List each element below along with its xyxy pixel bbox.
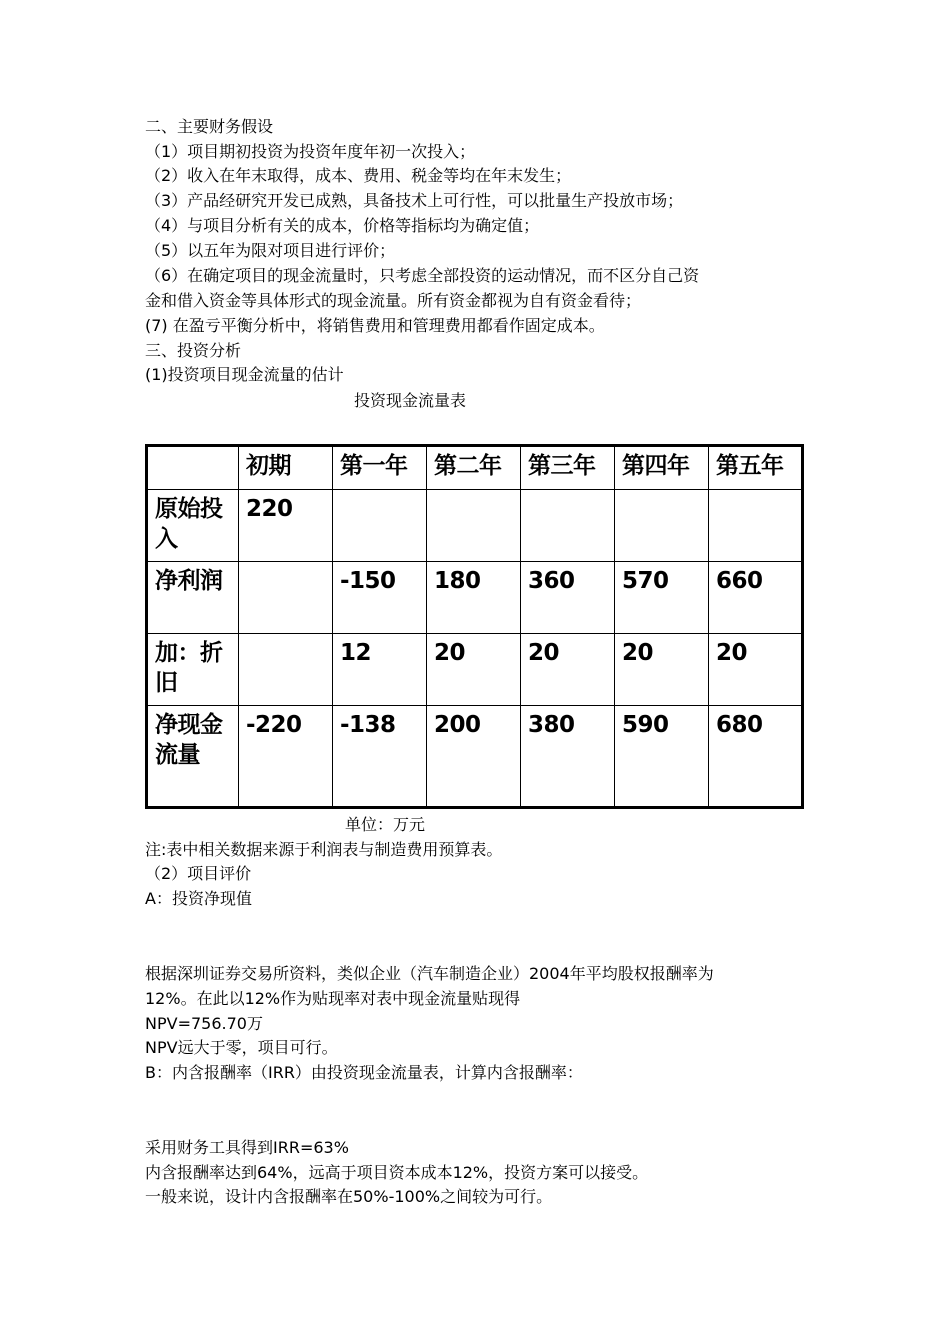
table-cell — [333, 490, 427, 562]
table-header-cell — [147, 446, 239, 490]
cashflow-table — [145, 444, 804, 809]
assumption-3: （3）产品经研究开发已成熟，具备技术上可行性，可以批量生产投放市场； — [145, 191, 684, 210]
table-row — [147, 562, 803, 634]
npv-value: NPV=756.70万 — [145, 1014, 263, 1033]
table-cell — [239, 634, 333, 706]
table-header-cell: 第三年 — [521, 446, 615, 490]
row-label: 加：折旧 — [147, 634, 239, 706]
row-label: 净利润 — [147, 562, 239, 634]
table-row — [147, 490, 803, 562]
irr-heading: B：内含报酬率（IRR）由投资现金流量表，计算内含报酬率： — [145, 1063, 583, 1082]
table-cell — [239, 562, 333, 634]
section2-heading: 二、主要财务假设 — [145, 117, 274, 136]
npv-text-2: 12%。在此以12%作为贴现率对表中现金流量贴现得 — [145, 989, 521, 1008]
npv-heading: A：投资净现值 — [145, 889, 252, 908]
irr-text-2: 内含报酬率达到64%，远高于项目资本成本12%，投资方案可以接受。 — [145, 1163, 649, 1182]
assumption-6a: （6）在确定项目的现金流量时，只考虑全部投资的运动情况，而不区分自己资 — [145, 266, 700, 285]
assumption-1: （1）项目期初投资为投资年度年初一次投入； — [145, 142, 476, 161]
table-cell: 680 — [709, 706, 803, 808]
assumption-7: (7) 在盈亏平衡分析中，将销售费用和管理费用都看作固定成本。 — [145, 316, 605, 335]
table-cell: -220 — [239, 706, 333, 808]
table-cell: 20 — [521, 634, 615, 706]
unit-note: 单位：万元 — [345, 815, 426, 834]
evaluation-heading: （2）项目评价 — [145, 864, 252, 883]
irr-text-1: 采用财务工具得到IRR=63% — [145, 1138, 349, 1157]
assumption-4: （4）与项目分析有关的成本，价格等指标均为确定值； — [145, 216, 540, 235]
cashflow-estimate-heading: (1)投资项目现金流量的估计 — [145, 365, 344, 384]
table-cell — [521, 490, 615, 562]
table-cell: 12 — [333, 634, 427, 706]
row-label: 净现金流量 — [147, 706, 239, 808]
table-cell: 590 — [615, 706, 709, 808]
assumption-6b: 金和借入资金等具体形式的现金流量。所有资金都视为自有资金看待； — [145, 291, 642, 310]
table-cell — [709, 490, 803, 562]
table-cell: 20 — [615, 634, 709, 706]
table-header-cell: 第二年 — [427, 446, 521, 490]
table-cell: 380 — [521, 706, 615, 808]
section3-heading: 三、投资分析 — [145, 341, 242, 360]
table-cell: 180 — [427, 562, 521, 634]
table-cell — [427, 490, 521, 562]
source-note: 注:表中相关数据来源于利润表与制造费用预算表。 — [145, 840, 503, 859]
assumption-2: （2）收入在年末取得，成本、费用、税金等均在年末发生； — [145, 166, 572, 185]
assumption-5: （5）以五年为限对项目进行评价； — [145, 241, 396, 260]
table-cell — [615, 490, 709, 562]
table-row — [147, 634, 803, 706]
table-row — [147, 706, 803, 808]
table-cell: -138 — [333, 706, 427, 808]
table-cell: 660 — [709, 562, 803, 634]
table-cell: 20 — [709, 634, 803, 706]
table-cell: 20 — [427, 634, 521, 706]
table-cell: -150 — [333, 562, 427, 634]
table-header-cell: 第四年 — [615, 446, 709, 490]
table-header-cell: 第一年 — [333, 446, 427, 490]
table-cell: 570 — [615, 562, 709, 634]
table-cell: 220 — [239, 490, 333, 562]
table-cell: 200 — [427, 706, 521, 808]
table-title: 投资现金流量表 — [354, 391, 467, 410]
npv-text-1: 根据深圳证券交易所资料，类似企业（汽车制造企业）2004年平均股权报酬率为 — [145, 964, 714, 983]
table-header-cell: 第五年 — [709, 446, 803, 490]
npv-conclusion: NPV远大于零，项目可行。 — [145, 1038, 338, 1057]
table-header-cell: 初期 — [239, 446, 333, 490]
row-label: 原始投入 — [147, 490, 239, 562]
table-cell: 360 — [521, 562, 615, 634]
irr-text-3: 一般来说，设计内含报酬率在50%-100%之间较为可行。 — [145, 1187, 553, 1206]
table-header-row — [147, 446, 803, 490]
